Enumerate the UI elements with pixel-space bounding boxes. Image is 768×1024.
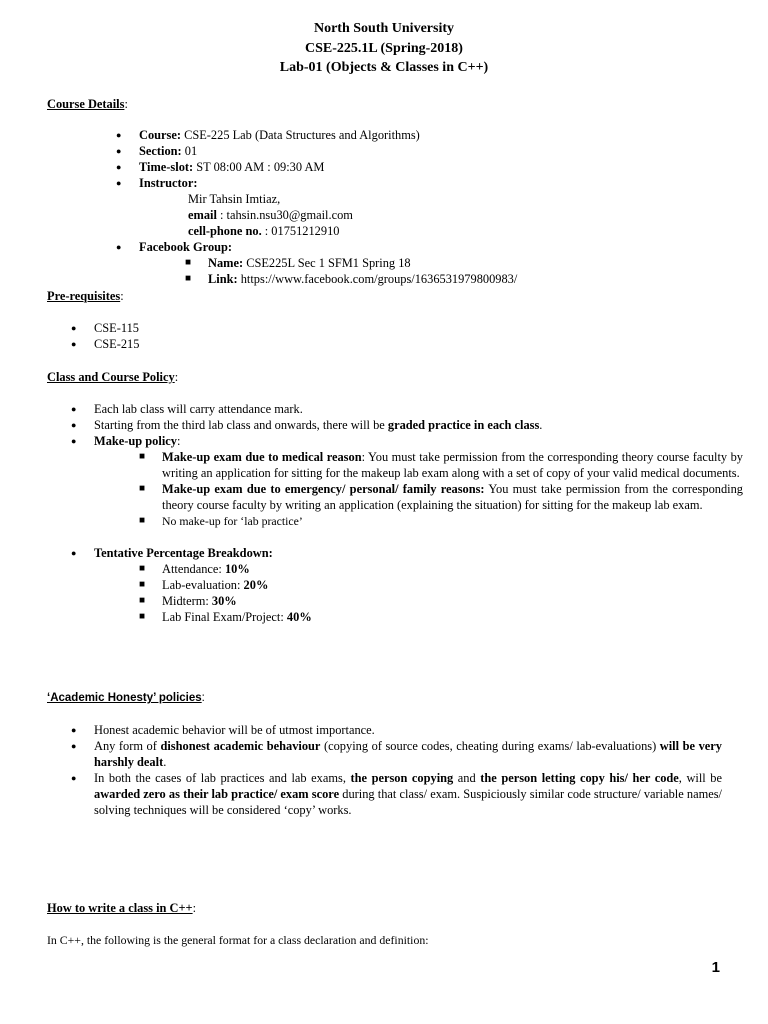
list-item: ● Make-up policy: ■ Make-up exam due to medical reason: You must take permission from the corresponding theory course faculty by writing an application for sitting for the makeup lab exam along with a set of copy of your valid medical documents. ■ Make-up exam due to emergency/ personal/ family reasons: You must take permission from the corresponding theory course faculty by writing an application (explaining the situation) for sitting for the makeup lab exam. ■ No make-up for ‘lab practice’ <box>71 433 722 529</box>
list-item: ● Any form of dishonest academic behaviour (copying of source codes, cheating during exams/ lab-evaluations) will be very harshly dealt. <box>71 738 722 770</box>
list-item: ● Course: CSE-225 Lab (Data Structures and Algorithms) <box>116 127 726 143</box>
list-item: ■ Link: https://www.facebook.com/groups/1636531979800983/ <box>185 271 725 287</box>
list-item: ● CSE-115 <box>71 320 722 336</box>
class-howto-heading: How to write a class in C++: <box>47 901 197 915</box>
facebook-link[interactable]: https://www.facebook.com/groups/1636531979800983/ <box>237 272 518 286</box>
list-item: ■ Midterm: 30% <box>139 593 743 609</box>
document-header <box>0 19 768 78</box>
list-item: ● Facebook Group: ■ Name: CSE225L Sec 1 SFM1 Spring 18 ■ Link: https://www.facebook.com/groups/1636531979800983/ <box>116 239 726 287</box>
list-item: ● In both the cases of lab practices and lab exams, the person copying and the person letting copy his/ her code, will be awarded zero as their lab practice/ exam score during that class/ exam. Suspiciously similar code structure/ variable names/ solving techniques will be considered ‘copy’ works. <box>71 770 722 818</box>
list-item: ● Instructor: Mir Tahsin Imtiaz, email : tahsin.nsu30@gmail.com cell-phone no. : 01751212910 <box>116 175 726 239</box>
honesty-list <box>71 722 722 818</box>
university-name: North South University <box>313 21 454 36</box>
instructor-phone: cell-phone no. : 01751212910 <box>188 224 340 238</box>
policy-list <box>71 401 743 625</box>
instructor-email: email : tahsin.nsu30@gmail.com <box>188 208 353 222</box>
list-item: ■ Lab-evaluation: 20% <box>139 577 743 593</box>
list-item: ● Starting from the third lab class and onwards, there will be graded practice in each class. <box>71 417 722 433</box>
list-item: ● CSE-215 <box>71 336 722 352</box>
list-item: ● Time-slot: ST 08:00 AM : 09:30 AM <box>116 159 726 175</box>
page-number: 1 <box>711 959 720 976</box>
list-item: ■ Attendance: 10% <box>139 561 743 577</box>
list-item: ■ Name: CSE225L Sec 1 SFM1 Spring 18 <box>185 255 725 271</box>
list-item: ● Honest academic behavior will be of utmost importance. <box>71 722 722 738</box>
instructor-info <box>139 191 726 239</box>
list-item: ● Tentative Percentage Breakdown: ■ Attendance: 10% ■ Lab-evaluation: 20% ■ Midterm: 30% ■ Lab Final Exam/Project: 40% <box>71 545 722 625</box>
list-item: ■ Lab Final Exam/Project: 40% <box>139 609 743 625</box>
course-details-list <box>116 127 726 287</box>
instructor-name: Mir Tahsin Imtiaz, <box>188 192 281 206</box>
makeup-policy-list <box>139 449 743 529</box>
facebook-group-list <box>185 255 725 287</box>
class-intro-text: In C++, the following is the general format for a class declaration and definition: <box>47 933 429 947</box>
list-item: ■ Make-up exam due to emergency/ personal/ family reasons: You must take permission from the corresponding theory course faculty by writing an application (explaining the situation) for sitting for the makeup lab exam. <box>139 481 743 513</box>
policy-heading: Class and Course Policy: <box>47 370 179 384</box>
list-item: ■ No make-up for ‘lab practice’ <box>139 513 743 529</box>
prerequisites-list <box>71 320 722 352</box>
course-details-heading: Course Details: <box>47 97 128 111</box>
list-item: ● Section: 01 <box>116 143 726 159</box>
list-item: ■ Make-up exam due to medical reason: You must take permission from the corresponding theory course faculty by writing an application for sitting for the makeup lab exam along with a set of copy of your valid medical documents. <box>139 449 743 481</box>
prerequisites-heading: Pre-requisites: <box>47 289 124 303</box>
list-item: ● Each lab class will carry attendance mark. <box>71 401 722 417</box>
honesty-heading: ‘Academic Honesty’ policies: <box>47 692 205 704</box>
lab-title: Lab-01 (Objects & Classes in C++) <box>279 60 489 75</box>
course-code: CSE-225.1L (Spring-2018) <box>305 40 463 56</box>
breakdown-list <box>139 561 743 625</box>
